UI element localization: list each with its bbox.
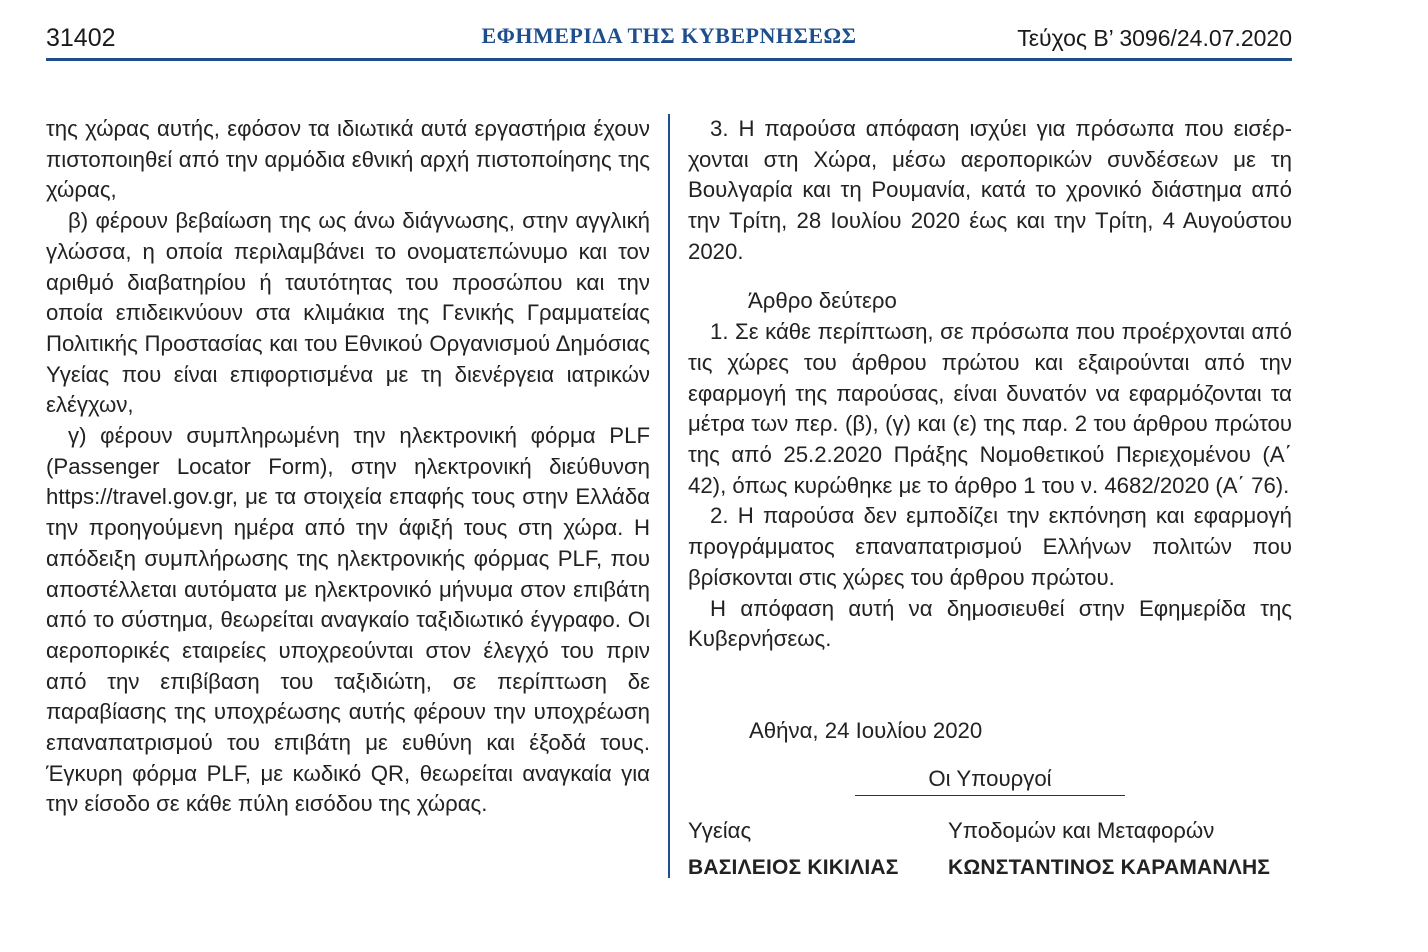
header-rule <box>46 58 1292 61</box>
minister-name-infrastructure: ΚΩΝΣΤΑΝΤΙΝΟΣ ΚΑΡΑΜΑΝΛΗΣ <box>948 856 1271 879</box>
ministers-heading: Οι Υπουργοί <box>928 766 1052 791</box>
gazette-title: ΕΦΗΜΕΡΙΔΑ ΤΗΣ ΚΥΒΕΡΝΗΣΕΩΣ <box>481 23 857 48</box>
article-title: Άρθρο δεύτερο <box>748 287 897 313</box>
paragraph-c: γ) φέρουν συμπληρωμένη την ηλεκτρονική φόρμα PLF (Passenger Locator Form), στην ηλεκτρονική διεύθυνση https://travel.gov.gr, με τα στοιχεία επαφής τους στην Ελλάδα την προηγούμενη ημέρα από την άφιξή τους στη χώρα. Η απόδειξη συμπλήρωσης της ηλεκτρονικής φόρμας PLF, που αποστέλλεται αυτόματα με ηλεκτρονικό μήνυμα στον επιβάτη από το σύστημα, θεωρείται αναγκαίο ταξιδιωτικό έγγραφο. Οι αεροπορικές εταιρείες υποχρεούνται στον έλεγχό του πριν από την επιβίβαση του ταξιδιώτη, σε περίπτωση δε παραβίασης της υποχρέωσης αυτής φέρουν την υποχρέωση επαναπατρισμού του επιβάτη με ευθύνη και έξοδά τους. Έγκυρη φόρμα PLF, με κωδικό QR, θεωρείται αναγκαία για την είσοδο σε κάθε πύλη εισόδου της χώρας. <box>46 423 650 817</box>
publication-clause: Η απόφαση αυτή να δημοσιευθεί στην Εφημερίδα της Κυβερνήσεως. <box>688 595 1292 652</box>
minister-name-health: ΒΑΣΙΛΕΙΟΣ ΚΙΚΙΛΙΑΣ <box>688 856 899 879</box>
ministry-health: Υγείας <box>688 818 752 843</box>
paragraph-3: 3. Η παρούσα απόφαση ισχύει για πρόσωπα που εισέρχονται στη Χώρα, μέσω αεροπορικών συνδέσεων με τη Βουλγαρία και τη Ρουμανία, κατά το χρονικό διάστημα από την Τρίτη, 28 Ιουλίου 2020 έως και την Τρίτη, 4 Αυγούστου 2020. <box>688 116 1292 264</box>
right-column <box>688 114 1292 655</box>
issue-number: Τεύχος Β’ 3096/24.07.2020 <box>1017 25 1292 51</box>
page-header <box>46 22 1292 58</box>
ministers-rule <box>855 795 1125 796</box>
ministry-infrastructure: Υποδομών και Μεταφορών <box>948 818 1215 843</box>
place-date: Αθήνα, 24 Ιουλίου 2020 <box>749 718 983 743</box>
column-divider <box>668 114 670 878</box>
paragraph-continuation: της χώρας αυτής, εφόσον τα ιδιωτικά αυτά εργαστήρια έχουν πιστοποιηθεί από την αρμόδια εθνική αρχή πιστοποίησης της χώρας, <box>46 116 650 203</box>
left-column <box>46 114 650 820</box>
page-number: 31402 <box>46 24 116 52</box>
paragraph-b: β) φέρουν βεβαίωση της ως άνω διάγνωσης, στην αγγλική γλώσσα, η οποία περιλαμβάνει το ονοματεπώνυμο και τον αριθμό διαβατηρίου ή ταυτότητας του προσώπου και την οποία επιδεικνύουν στα κλιμάκια της Γενικής Γραμματείας Πολιτικής Προστασίας και του Εθνικού Οργανισμού Δημόσιας Υγείας που είναι επιφορτισμένα με τη διενέργεια ιατρικών ελέγχων, <box>46 208 650 418</box>
article-paragraph-2: 2. Η παρούσα δεν εμποδίζει την εκπόνηση και εφαρμογή προγράμματος επαναπατρισμού Ελλήνων πολιτών που βρίσκονται στις χώρες του άρθρου πρώτου. <box>688 503 1292 590</box>
article-paragraph-1: 1. Σε κάθε περίπτωση, σε πρόσωπα που προέρχονται από τις χώρες του άρθρου πρώτου και εξαιρούνται από την εφαρμογή της παρούσας, είναι δυνατόν να εφαρμόζονται τα μέτρα των περ. (β), (γ) και (ε) της παρ. 2 του άρθρου πρώτου της από 25.2.2020 Πράξης Νομοθετικού Περιεχομένου (Α΄ 42), όπως κυρώθηκε με το άρθρο 1 του ν. 4682/2020 (Α΄ 76). <box>688 319 1292 498</box>
